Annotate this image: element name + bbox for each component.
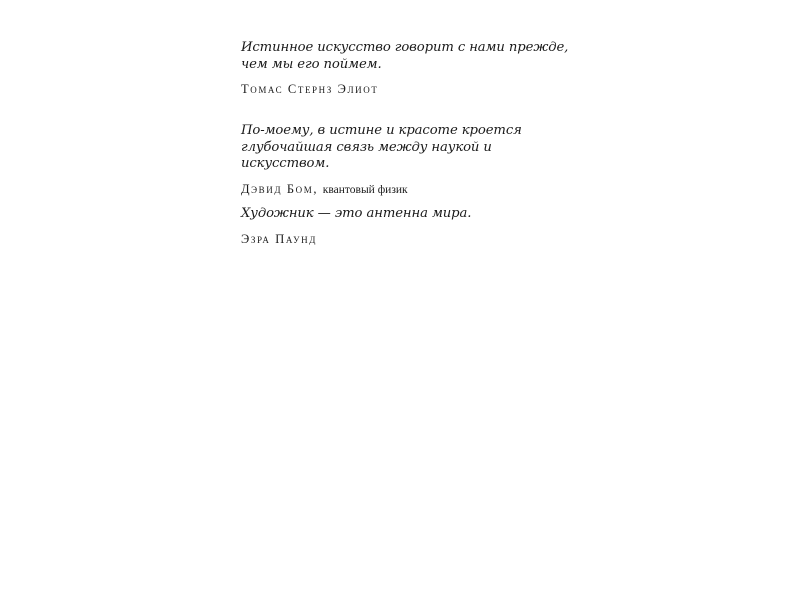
epigraph-bohm [241,123,571,197]
quote-text: Истинное искусство говорит с нами прежде, чем мы его поймем. [241,40,569,72]
quote-text: По-моему, в истине и красоте кроется глубочайшая связь между наукой и искусством. [241,123,522,171]
author-description: квантовый физик [322,183,408,196]
quote-author [241,182,571,197]
quote-text: Художник — это антенна мира. [241,206,472,221]
author-name: Эзра Паунд [241,231,317,246]
author-name: Томас Стернз Элиот [241,82,379,96]
quote-author [241,82,571,96]
author-name: Дэвид Бом, [241,181,319,196]
epigraph-eliot [241,40,571,96]
quote-author [241,232,571,246]
epigraph-pound [241,206,571,246]
